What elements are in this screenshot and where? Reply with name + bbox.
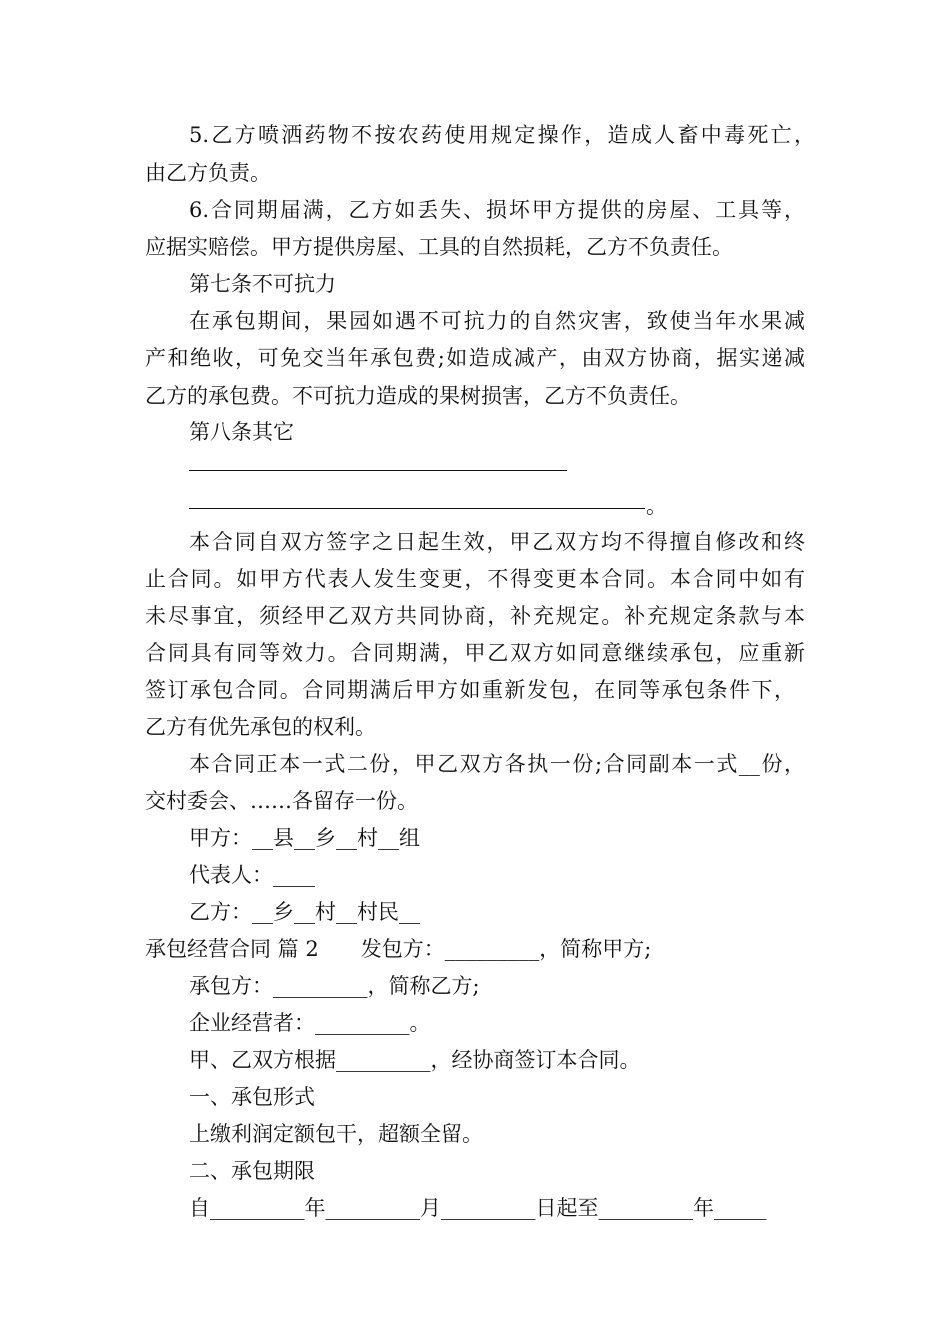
paragraph-line: 6.合同期届满，乙方如丢失、损坏甲方提供的房屋、工具等， <box>189 198 805 222</box>
contract-2-heading: 承包经营合同 篇 2 发包方：_________，简称甲方; <box>145 937 652 961</box>
paragraph-line: 交村委会、……各留存一份。 <box>145 789 418 813</box>
paragraph-line: 本合同正本一式二份，甲乙双方各执一份;合同副本一式__份， <box>189 752 805 776</box>
operator-line: 企业经营者：_________。 <box>189 1011 431 1035</box>
section-heading: 第八条其它 <box>189 420 294 444</box>
paragraph-line: 乙方有优先承包的权利。 <box>145 715 376 739</box>
blank-period: 。 <box>646 494 667 518</box>
paragraph-line: 甲、乙双方根据_________，经协商签订本合同。 <box>189 1048 641 1072</box>
term-dates-line: 自_________年_________月_________日起至_________年_____ <box>189 1196 767 1220</box>
paragraph-line: 由乙方负责。 <box>145 161 271 185</box>
paragraph-line: 应据实赔偿。甲方提供房屋、工具的自然损耗，乙方不负责任。 <box>145 235 733 259</box>
signature-line-party-a: 甲方：__县__乡__村__组 <box>189 826 420 850</box>
paragraph-line: 乙方的承包费。不可抗力造成的果树损害，乙方不负责任。 <box>145 384 691 408</box>
paragraph-line: 产和绝收，可免交当年承包费;如造成减产，由双方协商，据实递减 <box>145 346 805 370</box>
signature-line-representative: 代表人：____ <box>189 863 315 887</box>
blank-fill-line <box>189 470 567 471</box>
paragraph-line: 本合同自双方签字之日起生效，甲乙双方均不得擅自修改和终 <box>189 530 805 554</box>
paragraph-line: 5.乙方喷洒药物不按农药使用规定操作，造成人畜中毒死亡， <box>189 123 815 147</box>
blank-fill-line <box>189 508 645 509</box>
paragraph-line: 在承包期间，果园如遇不可抗力的自然灾害，致使当年水果减 <box>189 309 805 333</box>
paragraph-line: 止合同。如甲方代表人发生变更，不得变更本合同。本合同中如有 <box>145 567 805 591</box>
paragraph-line: 上缴利润定额包干，超额全留。 <box>189 1122 483 1146</box>
contractor-line: 承包方：_________，简称乙方; <box>189 974 480 998</box>
section-heading: 第七条不可抗力 <box>189 272 336 296</box>
paragraph-line: 合同具有同等效力。合同期满，甲乙双方如同意继续承包，应重新 <box>145 641 805 665</box>
section-heading: 一、承包形式 <box>189 1085 315 1109</box>
paragraph-line: 签订承包合同。合同期满后甲方如重新发包，在同等承包条件下， <box>145 678 795 702</box>
signature-line-party-b: 乙方：__乡__村__村民__ <box>189 900 420 924</box>
paragraph-line: 未尽事宜，须经甲乙双方共同协商，补充规定。补充规定条款与本 <box>145 604 805 628</box>
section-heading: 二、承包期限 <box>189 1159 315 1183</box>
